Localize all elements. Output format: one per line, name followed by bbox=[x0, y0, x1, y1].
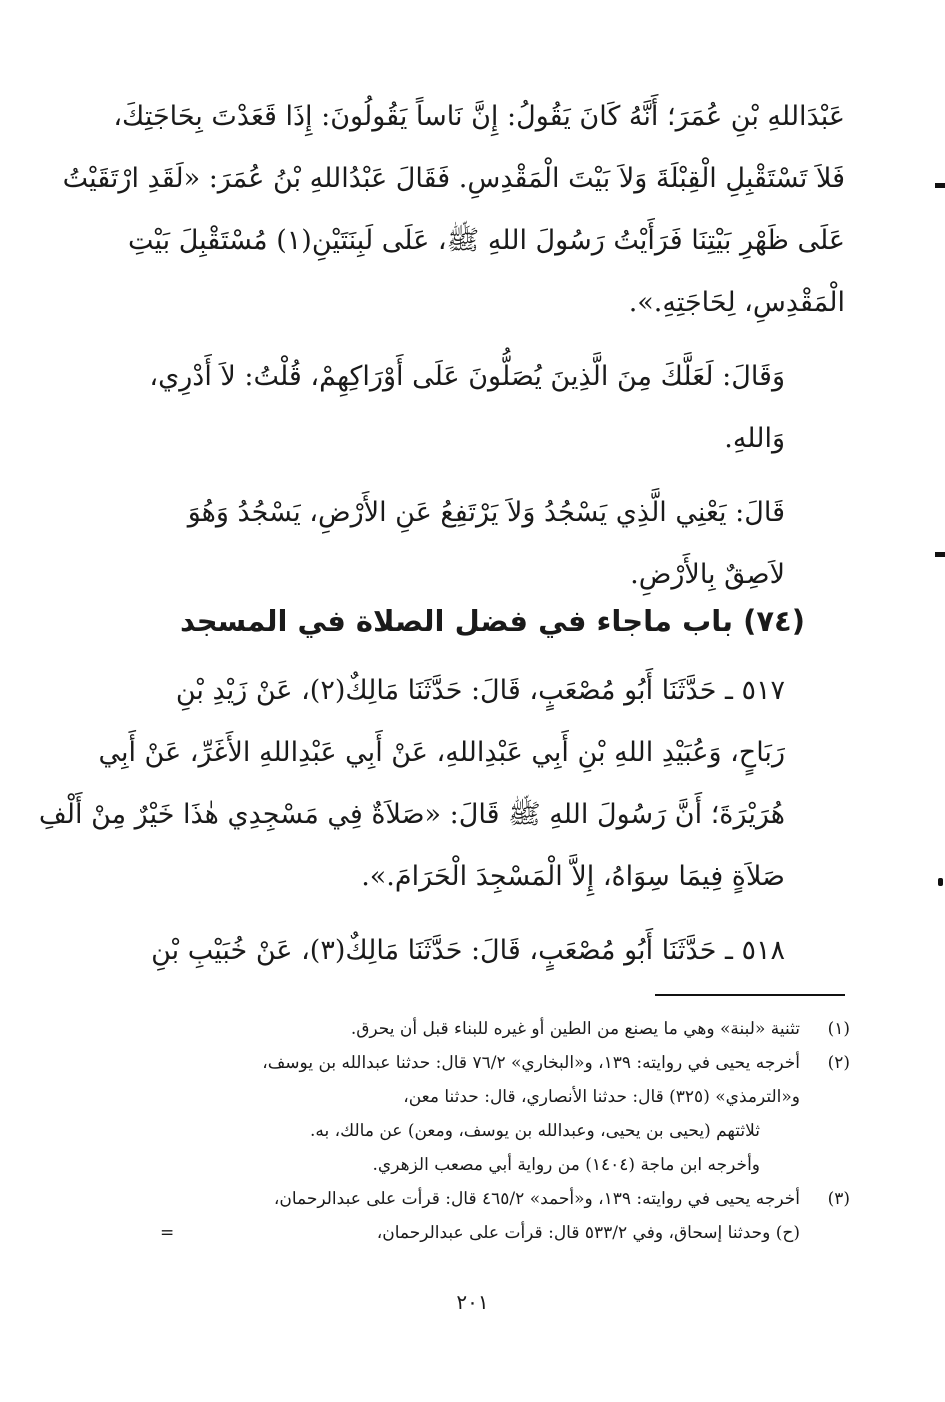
text-line: لاَصِقٌ بِالأَرْضِ. bbox=[630, 559, 785, 590]
footnote-line: و«الترمذي» (٣٢٥) قال: حدثنا الأنصاري، قال: حدثنا معن، bbox=[403, 1087, 800, 1107]
scan-edge-dot bbox=[938, 878, 943, 886]
continuation-mark: = bbox=[160, 1223, 175, 1243]
footnote-number: (٣) bbox=[827, 1189, 850, 1209]
footnote-body bbox=[140, 1046, 800, 1182]
footnotes bbox=[140, 1012, 850, 1250]
scan-edge-mark bbox=[935, 552, 945, 557]
footnote-body bbox=[140, 1012, 800, 1046]
footnote-line-text: (ح) وحدثنا إسحاق، وفي ٥٣٣/٢ قال: قرأت على عبدالرحمان، bbox=[376, 1223, 800, 1243]
paragraph bbox=[62, 86, 845, 334]
text-line: عَبْدَاللهِ بْنِ عُمَرَ؛ أَنَّهُ كَانَ يَقُولُ: إِنَّ نَاساً يَقُولُونَ: إِذَا قَعَدْتَ بِحَاجَتِكَ، bbox=[113, 101, 845, 132]
text-line: ٥١٧ ـ حَدَّثَنَا أَبُو مُصْعَبٍ، قَالَ: حَدَّثَنَا مَالِكٌ(٢)، عَنْ زَيْدِ بْنِ bbox=[175, 675, 785, 706]
text-line: وَقَالَ: لَعَلَّكَ مِنَ الَّذِينَ يُصَلُّونَ عَلَى أَوْرَاكِهِمْ، قُلْتُ: لاَ أَدْرِي، bbox=[149, 361, 785, 392]
footnote-separator bbox=[655, 994, 845, 996]
section-heading: (٧٤) باب ماجاء في فضل الصلاة في المسجد bbox=[179, 604, 806, 638]
footnote bbox=[140, 1046, 850, 1182]
footnote-line: تثنية «لبنة» وهي ما يصنع من الطين أو غيره للبناء قبل أن يحرق. bbox=[350, 1019, 800, 1039]
footnote-number: (١) bbox=[827, 1019, 850, 1039]
hadith-paragraph bbox=[38, 660, 845, 908]
footnote bbox=[140, 1012, 850, 1046]
hadith-paragraph bbox=[140, 920, 845, 982]
footnote-line bbox=[140, 1216, 800, 1250]
paragraph bbox=[140, 482, 845, 606]
paragraph bbox=[140, 346, 845, 470]
scan-edge-mark bbox=[935, 183, 945, 188]
text-line: ٥١٨ ـ حَدَّثَنَا أَبُو مُصْعَبٍ، قَالَ: حَدَّثَنَا مَالِكٌ(٣)، عَنْ خُبَيْبِ بْنِ bbox=[151, 935, 785, 966]
text-line: فَلاَ تَسْتَقْبِلِ الْقِبْلَةَ وَلاَ بَيْتَ الْمَقْدِسِ. فَقَالَ عَبْدُاللهِ بْنُ عُمَرَ: «لَقَدِ ارْتَقَيْتُ bbox=[62, 163, 845, 194]
footnote-line: أخرجه يحيى في روايته: ١٣٩، و«أحمد» ٤٦٥/٢ قال: قرأت على عبدالرحمان، bbox=[273, 1189, 800, 1209]
footnote-line: ثلاثتهم (يحيى بن يحيى، وعبدالله بن يوسف، ومعن) عن مالك، به. bbox=[310, 1121, 760, 1141]
text-line: قَالَ: يَعْنِي الَّذِي يَسْجُدُ وَلاَ يَرْتَفِعُ عَنِ الأَرْضِ، يَسْجُدُ وَهُوَ bbox=[187, 497, 785, 528]
text-line: وَاللهِ. bbox=[724, 423, 785, 454]
footnote-body bbox=[140, 1182, 800, 1250]
footnote bbox=[140, 1182, 850, 1250]
text-line: صَلاَةٍ فِيمَا سِوَاهُ، إِلاَّ الْمَسْجِدَ الْحَرَامَ.». bbox=[361, 861, 785, 892]
text-line: رَبَاحٍ، وَعُبَيْدِ اللهِ بْنِ أَبِي عَبْدِاللهِ، عَنْ أَبِي عَبْدِاللهِ الأَغَرِّ، عَنْ أَبِي bbox=[98, 737, 785, 768]
text-line: عَلَى ظَهْرِ بَيْتِنَا فَرَأَيْتُ رَسُولَ اللهِ ﷺ، عَلَى لَبِنَتَيْنِ(١) مُسْتَقْبِلَ بَيْتِ bbox=[127, 225, 845, 256]
footnote-line: وأخرجه ابن ماجة (١٤٠٤) من رواية أبي مصعب الزهري. bbox=[372, 1155, 760, 1175]
text-line: الْمَقْدِسِ، لِحَاجَتِهِ.». bbox=[628, 287, 845, 318]
footnote-number: (٢) bbox=[827, 1053, 850, 1073]
body-text-top bbox=[62, 86, 845, 606]
text-line: هُرَيْرَةَ؛ أَنَّ رَسُولَ اللهِ ﷺ قَالَ: «صَلاَةٌ فِي مَسْجِدِي هٰذَا خَيْرٌ مِنْ أَلْفِ bbox=[38, 799, 785, 830]
body-text-hadith bbox=[38, 660, 845, 982]
page-number: ٢٠١ bbox=[456, 1290, 489, 1314]
footnote-line: أخرجه يحيى في روايته: ١٣٩، و«البخاري» ٧٦/٢ قال: حدثنا عبدالله بن يوسف، bbox=[262, 1053, 800, 1073]
